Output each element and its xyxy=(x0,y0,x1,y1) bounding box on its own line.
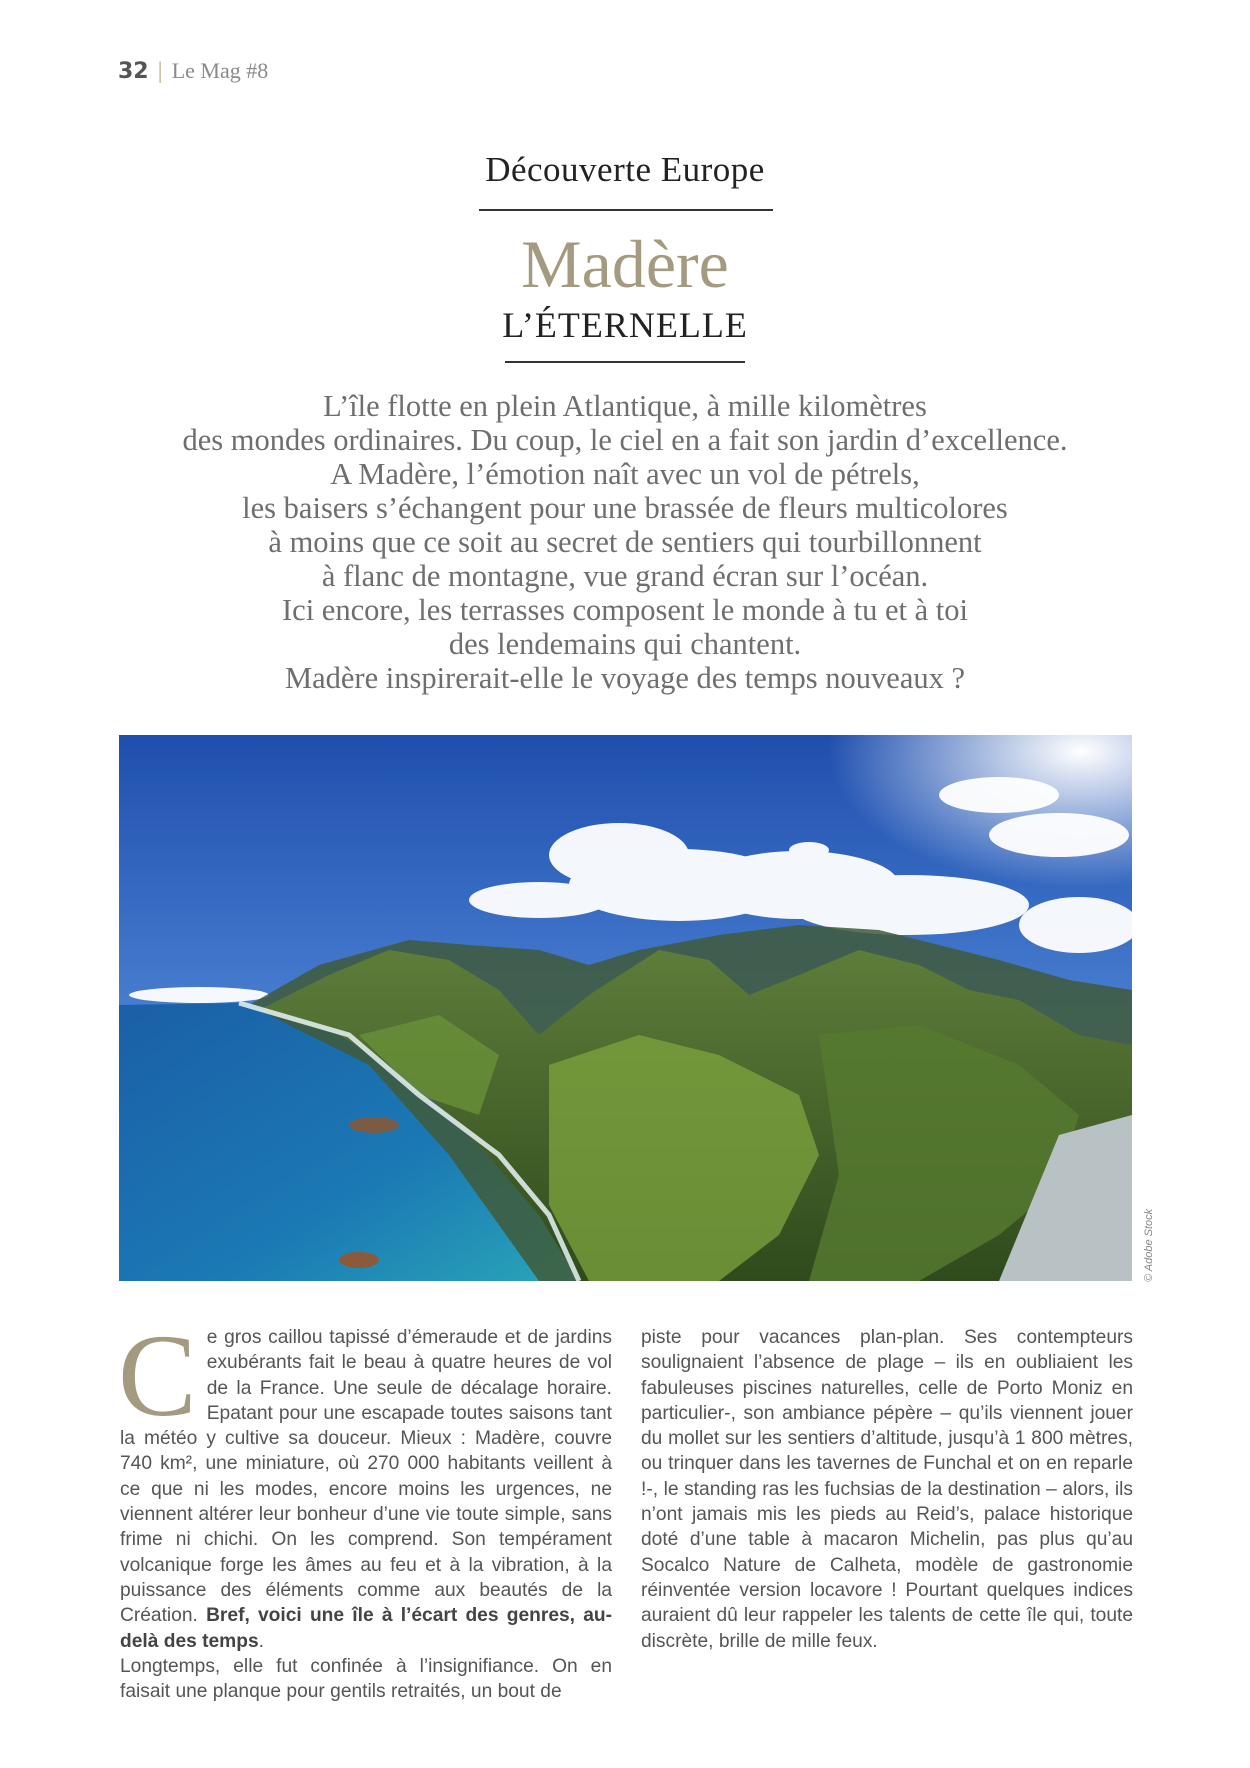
landscape-photo xyxy=(119,735,1132,1281)
intro-line: des mondes ordinaires. Du coup, le ciel en a fait son jardin d’excellence. xyxy=(182,423,1068,457)
intro-paragraph xyxy=(60,389,1190,695)
paragraph-text: e gros caillou tapissé d’émeraude et de jardins exubérants fait le beau à quatre heures de vol de la France. Une seule de décalage horaire. Epatant pour une escapade toutes saisons tant la météo y cultive sa douceur. Mieux : Madère, couvre 740 km², une miniature, où 270 000 habitants veillent à ce que ni les modes, encore moins les urgences, ne viennent altérer leur bonheur d’une vie toute simple, sans frime ni chichi. On les comprend. Son tempérament volcanique forge les âmes au feu et à la vibration, à la puissance des éléments comme aux beautés de la Création. xyxy=(120,1327,612,1627)
section-title: Découverte Europe xyxy=(485,150,765,189)
article-column-right xyxy=(641,1325,1133,1654)
intro-line: Madère inspirerait-elle le voyage des temps nouveaux ? xyxy=(284,661,966,695)
intro-line: A Madère, l’émotion naît avec un vol de pétrels, xyxy=(330,457,920,491)
article-subtitle: L’ÉTERNELLE xyxy=(502,305,748,345)
intro-line: L’île flotte en plein Atlantique, à mille kilomètres xyxy=(323,389,927,423)
header-separator: | xyxy=(156,59,164,83)
photo-credit: © Adobe Stock xyxy=(1143,1208,1155,1282)
article-column-left xyxy=(118,1310,612,1704)
subtitle-divider xyxy=(505,361,745,363)
article-paragraph: Longtemps, elle fut confinée à l’insignifiance. On en faisait une planque pour gentils retraités, un bout de xyxy=(120,1655,612,1703)
intro-line: Ici encore, les terrasses composent le monde à tu et à toi xyxy=(282,593,968,627)
article-title: Madère xyxy=(521,226,729,302)
paragraph-bold-text: Bref, voici une île à l’écart des genres, au-delà des temps xyxy=(120,1605,612,1652)
magazine-name: Le Mag #8 xyxy=(171,58,269,83)
intro-line: à moins que ce soit au secret de sentiers qui tourbillonnent xyxy=(268,525,982,559)
intro-line: les baisers s’échangent pour une brassée de fleurs multicolores xyxy=(242,491,1008,525)
section-divider xyxy=(479,209,773,211)
page-number: 32 xyxy=(118,59,149,84)
drop-cap: C xyxy=(118,1310,197,1441)
paragraph-end: . xyxy=(258,1630,264,1652)
intro-line: à flanc de montagne, vue grand écran sur l’océan. xyxy=(321,559,929,593)
landscape-illustration xyxy=(119,735,1132,1281)
article-paragraph: piste pour vacances plan-plan. Ses contempteurs soulignaient l’absence de plage – ils en oubliaient les fabuleuses piscines naturelles, celle de Porto Moniz en particulier-, son ambiance pépère – qu’ils viennent jouer du mollet sur les sentiers d’altitude, jusqu’à 1 800 mètres, ou trinquer dans les tavernes de Funchal et on en reparle !-, le standing ras les fuchsias de la destination – alors, ils n’ont jamais mis les pieds au Reid’s, palace historique doté d’une table à macaron Michelin, pas plus qu’au Socalco Nature de Calheta, modèle de gastronomie réinventée version locavore ! Pourtant quelques indices auraient dû leur rappeler les talents de cette île qui, toute discrète, brille de mille feux. xyxy=(641,1327,1133,1652)
page-header xyxy=(118,58,268,84)
intro-line: des lendemains qui chantent. xyxy=(448,627,802,661)
